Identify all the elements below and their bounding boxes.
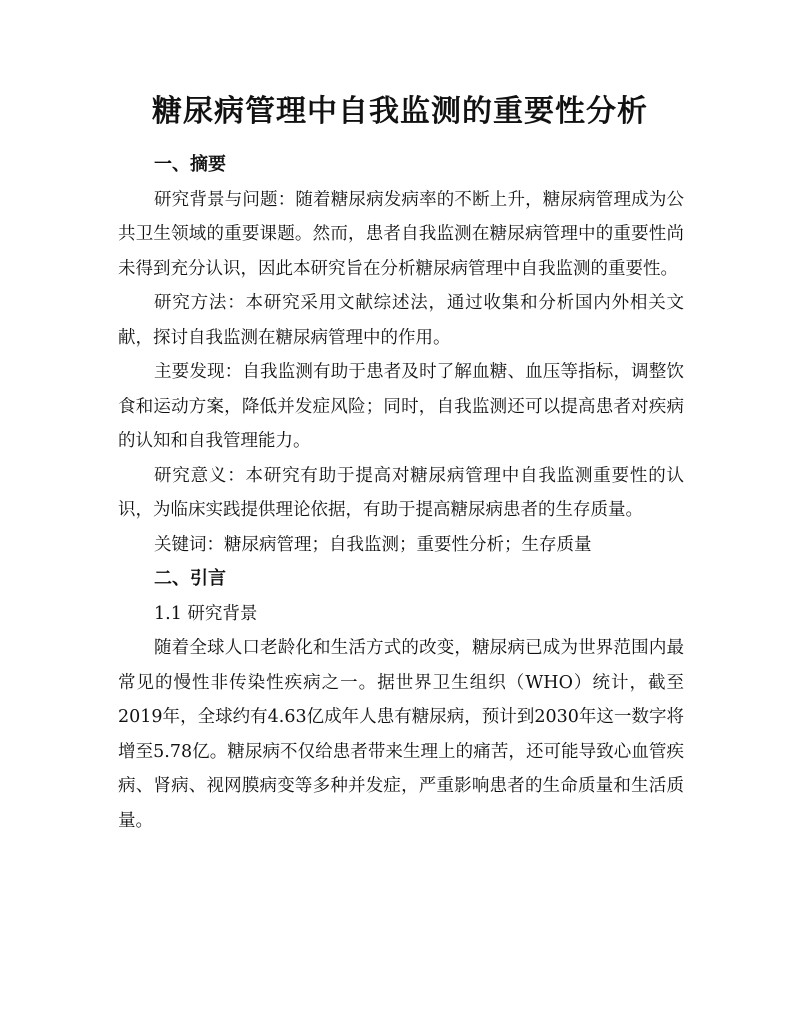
document-body (118, 148, 684, 838)
keywords-line: 关键词：糖尿病管理；自我监测；重要性分析；生存质量 (154, 534, 592, 555)
section-heading-abstract: 一、摘要 (154, 154, 226, 175)
section-heading-introduction: 二、引言 (154, 568, 226, 589)
abstract-background-paragraph: 研究背景与问题：随着糖尿病发病率的不断上升，糖尿病管理成为公共卫生领域的重要课题。然而，患者自我监测在糖尿病管理中的重要性尚未得到充分认识，因此本研究旨在分析糖尿病管理中自我监测的重要性。 (118, 189, 684, 279)
abstract-findings-paragraph: 主要发现：自我监测有助于患者及时了解血糖、血压等指标，调整饮食和运动方案，降低并发症风险；同时，自我监测还可以提高患者对疾病的认知和自我管理能力。 (118, 362, 684, 451)
abstract-methods-paragraph: 研究方法：本研究采用文献综述法，通过收集和分析国内外相关文献，探讨自我监测在糖尿病管理中的作用。 (118, 293, 684, 348)
introduction-background-paragraph: 随着全球人口老龄化和生活方式的改变，糖尿病已成为世界范围内最常见的慢性非传染性疾病之一。据世界卫生组织（WHO）统计，截至2019年，全球约有4.63亿成年人患有糖尿病，预计到2030年这一数字将增至5.78亿。糖尿病不仅给患者带来生理上的痛苦，还可能导致心血管疾病、肾病、视网膜病变等多种并发症，严重影响患者的生命质量和生活质量。 (118, 638, 684, 831)
document-title: 糖尿病管理中自我监测的重要性分析 (152, 94, 648, 129)
subsection-heading-background: 1.1 研究背景 (154, 603, 258, 624)
abstract-significance-paragraph: 研究意义：本研究有助于提高对糖尿病管理中自我监测重要性的认识，为临床实践提供理论依据，有助于提高糖尿病患者的生存质量。 (118, 465, 684, 520)
